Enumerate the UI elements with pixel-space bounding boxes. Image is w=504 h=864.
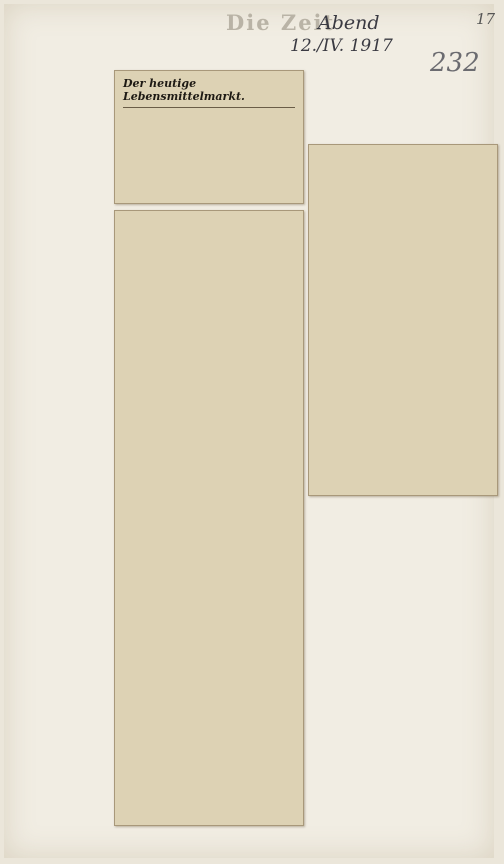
clipping-top-left bbox=[114, 70, 304, 204]
handwritten-edition: Abend bbox=[318, 12, 380, 34]
headline-rule bbox=[123, 107, 295, 108]
handwritten-date: 12./IV. 1917 bbox=[290, 36, 393, 56]
article-headline: Der heutige Lebensmittelmarkt. bbox=[123, 77, 245, 103]
clipping-main bbox=[114, 210, 304, 826]
handwritten-page-mark: 17 bbox=[476, 10, 496, 28]
handwritten-archive-number: 232 bbox=[430, 48, 480, 78]
clipping-right bbox=[308, 144, 498, 496]
newspaper-masthead: Die Zeit bbox=[226, 10, 336, 35]
archive-sheet bbox=[4, 4, 494, 858]
